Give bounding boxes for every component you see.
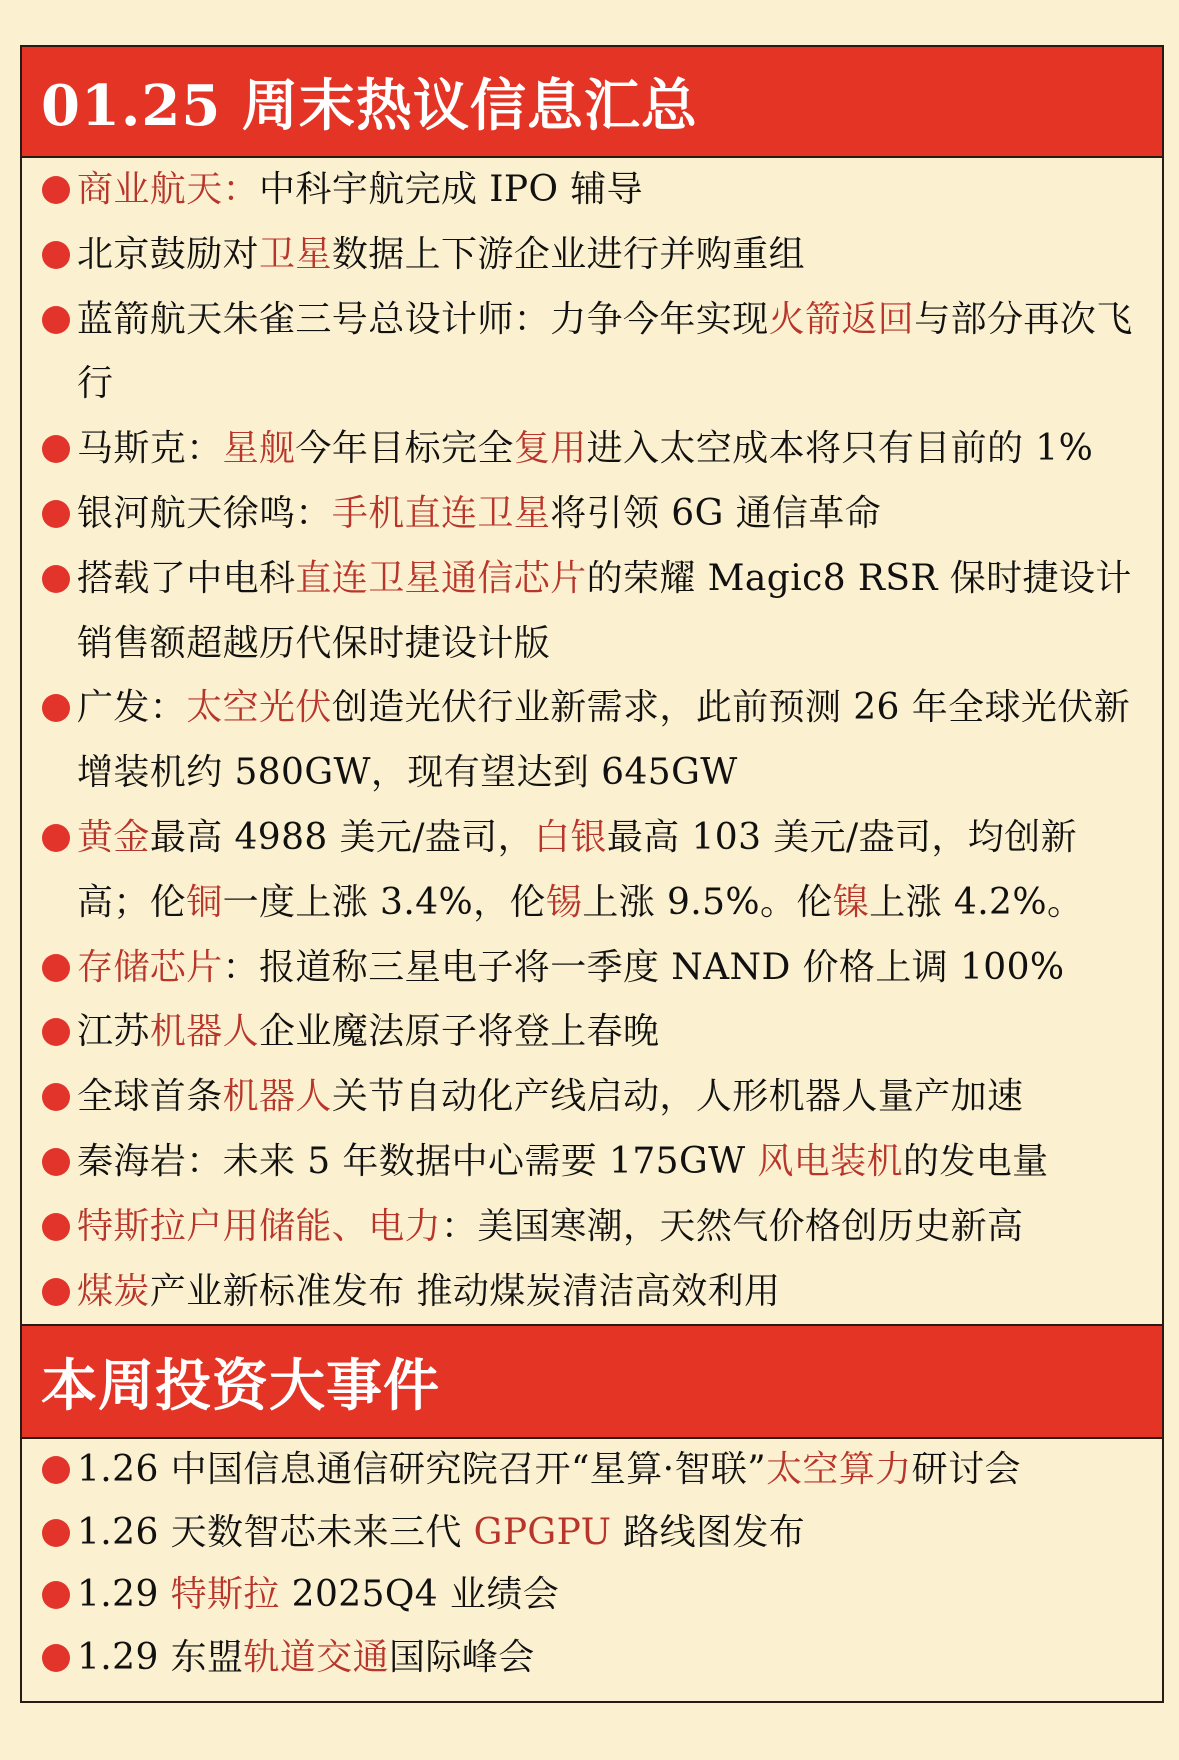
- bullet-dot-icon: [42, 565, 70, 593]
- text-segment: 广发：: [77, 687, 187, 729]
- item-text: [77, 547, 1148, 677]
- text-segment: 北京鼓励对: [77, 233, 260, 275]
- highlight-keyword: 太空算力: [766, 1449, 912, 1490]
- text-segment: 秦海岩：未来 5 年数据中心需要 175GW: [77, 1140, 758, 1182]
- item-text: [77, 1260, 1148, 1325]
- news-summary-card: [20, 45, 1164, 1703]
- list-item: [42, 676, 1148, 806]
- highlight-keyword: 机器人: [222, 1076, 332, 1118]
- list-item: [42, 1130, 1148, 1195]
- text-segment: 企业魔法原子将登上春晚: [259, 1011, 660, 1053]
- highlight-keyword: 黄金: [77, 816, 150, 858]
- highlight-keyword: 机器人: [149, 1011, 260, 1053]
- text-segment: 1.26 中国信息通信研究院召开“星算·智联”: [77, 1449, 767, 1490]
- weekly-events-list: [22, 1439, 1162, 1689]
- bullet-dot-icon: [42, 1581, 70, 1609]
- list-item: [42, 1564, 1148, 1627]
- list-item: [42, 482, 1148, 547]
- weekend-news-list: [22, 158, 1162, 1324]
- text-segment: 一度上涨 3.4%，伦: [222, 881, 546, 923]
- bullet-dot-icon: [42, 241, 70, 269]
- text-segment: 关节自动化产线启动，人形机器人量产加速: [331, 1076, 1024, 1118]
- text-segment: 2025Q4 业绩会: [279, 1574, 560, 1615]
- item-text: [77, 417, 1148, 482]
- list-item: [42, 288, 1148, 418]
- list-item: [42, 1000, 1148, 1065]
- text-segment: 数据上下游企业进行并购重组: [331, 233, 806, 275]
- list-item: [42, 1065, 1148, 1130]
- list-item: [42, 1195, 1148, 1260]
- text-segment: 1.29: [77, 1574, 171, 1615]
- text-segment: 路线图发布: [611, 1511, 806, 1553]
- text-segment: 搭载了中电科: [77, 557, 296, 599]
- text-segment: 进入太空成本将只有目前的 1%: [586, 428, 1094, 470]
- highlight-keyword: 特斯拉: [170, 1574, 280, 1615]
- highlight-keyword: 卫星: [259, 233, 332, 275]
- highlight-keyword: 镍: [832, 881, 870, 923]
- highlight-keyword: 星舰: [222, 428, 296, 470]
- section-header-weekly-events: [22, 1324, 1162, 1439]
- bullet-dot-icon: [42, 1278, 70, 1306]
- item-text: [77, 1439, 1148, 1502]
- list-item: [42, 1260, 1148, 1325]
- list-item: [42, 806, 1148, 936]
- bullet-dot-icon: [42, 824, 70, 852]
- text-segment: 与部分再次飞行: [77, 298, 1133, 405]
- highlight-keyword: 手机直连卫星: [331, 492, 551, 534]
- text-segment: 江苏: [77, 1011, 150, 1053]
- text-segment: 今年目标完全: [295, 428, 514, 470]
- text-segment: 上涨 9.5%。伦: [582, 881, 833, 923]
- bullet-dot-icon: [42, 1519, 70, 1547]
- text-segment: 全球首条: [77, 1076, 223, 1118]
- text-segment: 上涨 4.2%。: [869, 881, 1084, 923]
- text-segment: 1.26 天数智芯未来三代: [77, 1511, 474, 1553]
- item-text: [77, 1000, 1148, 1065]
- text-segment: 1.29 东盟: [77, 1636, 244, 1678]
- text-segment: 将引领 6G 通信革命: [550, 492, 882, 534]
- item-text: [77, 1195, 1148, 1260]
- bullet-dot-icon: [42, 694, 70, 722]
- text-segment: 最高 103 美元/盎司，均创新高；伦: [77, 816, 1077, 923]
- highlight-keyword: GPGPU: [473, 1511, 612, 1553]
- item-text: [77, 1130, 1148, 1195]
- item-text: [77, 806, 1148, 936]
- item-text: [77, 936, 1148, 1001]
- bullet-dot-icon: [42, 1148, 70, 1176]
- section-header-weekend-summary: [22, 47, 1162, 158]
- bullet-dot-icon: [42, 500, 70, 528]
- text-segment: 研讨会: [911, 1449, 1021, 1490]
- text-segment: 蓝箭航天朱雀三号总设计师：力争今年实现: [77, 298, 769, 340]
- highlight-keyword: 商业航天：: [77, 169, 260, 210]
- list-item: [42, 1439, 1148, 1502]
- bullet-dot-icon: [42, 1644, 70, 1672]
- item-text: [77, 676, 1148, 806]
- text-segment: ：美国寒潮，天然气价格创历史新高: [441, 1205, 1024, 1247]
- section-title: 01.25 周末热议信息汇总: [41, 72, 698, 139]
- item-text: [77, 1627, 1148, 1690]
- text-segment: 最高 4988 美元/盎司，: [149, 816, 535, 858]
- bullet-dot-icon: [42, 1213, 70, 1241]
- text-segment: 中科宇航完成 IPO 辅导: [259, 169, 644, 210]
- highlight-keyword: 火箭返回: [768, 298, 915, 340]
- text-segment: 的发电量: [902, 1140, 1049, 1182]
- highlight-keyword: 太空光伏: [186, 687, 332, 729]
- item-text: [77, 223, 1148, 288]
- highlight-keyword: 白银: [534, 816, 607, 858]
- highlight-keyword: 铜: [186, 881, 223, 923]
- list-item: [42, 223, 1148, 288]
- bullet-dot-icon: [42, 176, 70, 204]
- highlight-keyword: 特斯拉户用储能、电力: [77, 1205, 442, 1247]
- highlight-keyword: 风电装机: [757, 1140, 903, 1182]
- list-item: [42, 417, 1148, 482]
- text-segment: 马斯克：: [77, 428, 223, 470]
- item-text: [77, 1502, 1148, 1565]
- highlight-keyword: 复用: [513, 428, 587, 470]
- list-item: [42, 936, 1148, 1001]
- item-text: [77, 1065, 1148, 1130]
- highlight-keyword: 锡: [545, 881, 583, 923]
- list-item: [42, 1627, 1148, 1690]
- item-text: [77, 1564, 1148, 1627]
- highlight-keyword: 直连卫星通信芯片: [295, 557, 587, 599]
- section-title: 本周投资大事件: [41, 1352, 440, 1419]
- text-segment: 银河航天徐鸣：: [77, 492, 332, 534]
- highlight-keyword: 存储芯片: [77, 946, 223, 988]
- text-segment: ：报道称三星电子将一季度 NAND 价格上调 100%: [222, 946, 1065, 988]
- text-segment: 国际峰会: [389, 1636, 535, 1678]
- bullet-dot-icon: [42, 1018, 70, 1046]
- highlight-keyword: 煤炭: [77, 1270, 150, 1312]
- list-item: [42, 1502, 1148, 1565]
- text-segment: 创造光伏行业新需求，此前预测 26 年全球光伏新增装机约 580GW，现有望达到 645GW: [77, 687, 1131, 794]
- item-text: [77, 482, 1148, 547]
- bullet-dot-icon: [42, 435, 70, 463]
- list-item: [42, 547, 1148, 677]
- bullet-dot-icon: [42, 1083, 70, 1111]
- bullet-dot-icon: [42, 306, 70, 334]
- text-segment: 的荣耀 Magic8 RSR 保时捷设计销售额超越历代保时捷设计版: [77, 557, 1132, 664]
- list-item: [42, 158, 1148, 223]
- item-text: [77, 158, 1148, 223]
- bullet-dot-icon: [42, 1456, 70, 1484]
- item-text: [77, 288, 1148, 418]
- text-segment: 产业新标准发布 推动煤炭清洁高效利用: [149, 1270, 781, 1312]
- bullet-dot-icon: [42, 954, 70, 982]
- highlight-keyword: 轨道交通: [243, 1636, 390, 1678]
